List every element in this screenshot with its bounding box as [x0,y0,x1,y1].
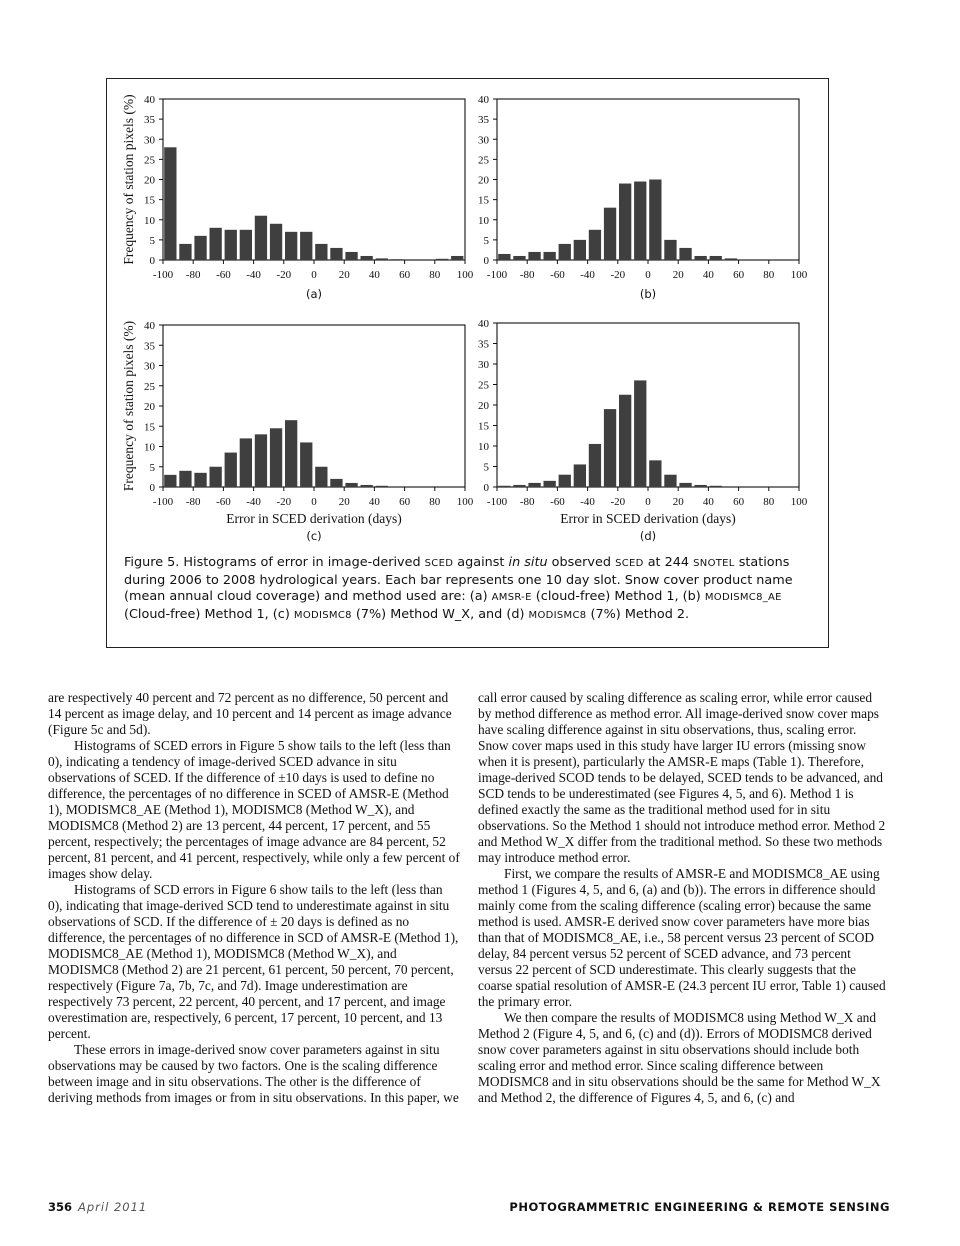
y-tick-label: 20 [478,174,489,187]
y-tick-label: 0 [149,255,155,267]
y-tick-label: 15 [478,420,489,433]
panel-label-a: (a) [305,287,323,301]
caption-text-1: Figure 5. Histograms of error in image-derived [124,555,425,570]
y-tick-label: 5 [149,234,155,247]
histogram-bar [664,475,676,487]
histogram-bar [513,485,525,487]
y-tick-label: 40 [144,320,155,332]
y-tick-label: 5 [149,461,155,474]
x-tick-label: -40 [246,496,261,508]
x-tick-label: 80 [429,496,441,508]
histogram-bar [544,481,556,487]
y-tick-label: 20 [144,401,155,413]
histogram-bar [634,380,646,487]
y-tick-label: 25 [478,379,489,392]
y-tick-label: 40 [478,94,489,106]
y-tick-label: 0 [149,482,155,494]
histogram-bar [649,460,661,487]
x-tick-label: 20 [338,496,350,508]
x-tick-label: 20 [672,269,684,281]
caption-snotel: SNOTEL [693,558,735,569]
histogram-bar [345,252,357,260]
histogram-bar [300,442,312,487]
x-tick-label: -80 [519,269,535,281]
figure-caption [124,555,804,624]
paragraph: are respectively 40 percent and 72 percent as no difference, 50 percent and 14 percent as image delay, and 10 percent and 14 percent as image advance (Figure 5c and 5d). [48,690,452,737]
y-tick-label: 20 [144,174,155,187]
x-tick-label: 80 [763,496,775,508]
y-tick-label: 10 [478,441,489,453]
y-tick-label: 40 [144,94,155,106]
histogram-bar [528,252,540,260]
histogram-bar [679,483,691,487]
y-tick-label: 15 [478,194,489,207]
caption-modismc8-a: MODISMC8 [293,609,352,621]
histogram-bar [574,240,586,260]
x-tick-label: -100 [152,496,174,508]
histogram-bar [194,236,206,260]
histogram-bar [604,409,616,487]
caption-sced-2: SCED [615,558,644,569]
histogram-bar [361,256,373,260]
x-tick-label: -80 [185,496,201,508]
histogram-bar [619,184,631,260]
x-tick-label: 0 [311,496,317,508]
body-column-right [478,690,888,1106]
x-tick-label: -100 [152,269,174,281]
x-tick-label: -20 [276,496,292,508]
histogram-bar [179,244,191,260]
issue-date: April 2011 [78,1200,148,1214]
caption-in-situ: in situ [508,555,548,570]
x-tick-label: -20 [610,496,626,508]
histogram-bar [391,259,403,260]
caption-sced-1: SCED [424,558,454,569]
histogram-bar [544,252,556,260]
histogram-bar [498,254,510,260]
plot-frame-d [497,323,799,487]
histogram-bar [225,453,237,487]
histogram-bar [285,420,297,487]
histogram-bar [240,438,252,487]
x-tick-label: 100 [456,269,474,281]
histogram-bar [210,228,222,260]
y-tick-label: 0 [483,255,489,267]
y-axis-label: Frequency of station pixels (%) [121,320,136,492]
histogram-bar [559,244,571,260]
x-tick-label: 80 [429,269,441,281]
y-tick-label: 35 [144,114,155,127]
x-tick-label: 40 [368,269,380,281]
x-tick-label: -80 [185,269,201,281]
plot-frame-b [497,99,799,260]
histogram-bar [300,232,312,260]
panel-label-d: (d) [639,529,657,543]
histogram-bar [285,232,297,260]
x-tick-label: 0 [311,269,317,281]
histogram-bar [270,428,282,487]
histogram-bar [361,485,373,487]
histogram-bar [376,486,388,487]
x-tick-label: 20 [672,496,684,508]
paragraph: Histograms of SCED errors in Figure 5 show tails to the left (less than 0), indicating a tendency of image-derived SCED advance in situ observations of SCED. If the difference of ±10 days is used to define no difference, the percentages of no difference in SCED of AMSR-E (Method 1), MODISMC8_AE (Method 1), MODISMC8 (Method W_X), and MODISMC8 (Method 2) are 13 percent, 44 percent, 17 percent, and 55 percent, respectively; the percentages of image advance are 84 percent, 52 percent, 81 percent, and 41 percent, respectively, while only a few percent of images show delay. [48,738,460,881]
x-tick-label: -20 [276,269,292,281]
x-tick-label: -40 [246,269,261,281]
x-tick-label: -60 [216,496,231,508]
histogram-bar [255,216,267,260]
y-tick-label: 15 [144,421,155,434]
histogram-bar [194,473,206,487]
y-tick-label: 25 [144,380,155,393]
y-tick-label: 10 [144,441,155,454]
y-tick-label: 30 [144,134,155,147]
body-column-left [48,690,460,1106]
x-tick-label: 60 [733,269,745,281]
y-tick-label: 20 [478,400,489,412]
y-tick-label: 35 [478,338,489,351]
x-tick-label: 60 [399,269,411,281]
caption-text-8: (7%) Method W_X, and (d) [351,606,529,622]
x-tick-label: 0 [645,269,651,281]
y-tick-label: 35 [478,114,489,127]
histogram-bar [225,230,237,260]
histogram-bar [240,230,252,260]
y-tick-label: 25 [478,154,489,167]
histogram-bar [451,256,463,260]
x-tick-label: 0 [645,496,651,508]
histogram-bar [589,230,601,260]
caption-amsre: AMSR-E [491,592,532,604]
y-tick-label: 10 [478,214,489,227]
x-axis-label: Error in SCED derivation (days) [226,511,402,526]
y-tick-label: 25 [144,154,155,167]
y-axis-label: Frequency of station pixels (%) [121,94,136,265]
histogram-bar [604,208,616,260]
caption-modismc8-ae: MODISMC8_AE [704,592,782,604]
y-tick-label: 40 [478,318,489,330]
histogram-bar [330,479,342,487]
plot-frame-c [163,325,465,487]
y-tick-label: 10 [144,214,155,227]
x-tick-label: 100 [790,496,808,508]
x-tick-label: -20 [610,269,626,281]
page-number: 356 [48,1200,73,1214]
caption-text-6: (cloud-free) Method 1, (b) [531,589,705,605]
histogram-bar [498,486,510,487]
paragraph: These errors in image-derived snow cover parameters against in situ observations may be caused by two factors. One is the scaling difference between image and in situ observations. The other is the difference of deriving methods from images or from in situ observations. In this paper, we [48,1042,459,1105]
histogram-bar [710,486,722,487]
histogram-bar [649,180,661,261]
x-tick-label: -60 [216,269,231,281]
x-tick-label: 100 [456,496,474,508]
x-tick-label: 40 [702,496,714,508]
y-tick-label: 5 [483,461,489,474]
histogram-bar [619,395,631,487]
histogram-bar [164,147,176,260]
caption-text-2: against [453,555,509,570]
histogram-bar [559,475,571,487]
caption-text-4: at 244 [643,555,694,570]
y-tick-label: 30 [478,134,489,147]
histogram-bar [436,259,448,260]
x-tick-label: 40 [368,496,380,508]
panel-label-c: (c) [306,529,322,543]
y-tick-label: 30 [478,359,489,371]
y-tick-label: 5 [483,234,489,247]
paragraph: Histograms of SCD errors in Figure 6 show tails to the left (less than 0), indicating that image-derived SCD tend to underestimate against in situ observations of SCD. If the difference of ± 20 days is defined as no difference, the percentages of no difference in SCD of AMSR-E (Method 1), MODISMC8_AE (Method 1), MODISMC8 (Method W_X), and MODISMC8 (Method 2) are 21 percent, 61 percent, 50 percent, 70 percent, respectively (Figure 7a, 7b, 7c, and 7d). Image underestimation are respectively 73 percent, 22 percent, 40 percent, and 17 percent, and image overestimation are, respectively, 6 percent, 17 percent, 10 percent, and 13 percent. [48,882,459,1041]
x-tick-label: 100 [790,269,808,281]
histogram-bar [664,240,676,260]
x-axis-label: Error in SCED derivation (days) [560,511,736,526]
x-tick-label: -100 [486,269,508,281]
caption-text-7: (Cloud-free) Method 1, (c) [124,606,294,622]
histogram-bar [315,467,327,487]
x-tick-label: 20 [338,269,350,281]
histogram-bar [376,258,388,260]
histogram-bar [513,256,525,260]
figure-5-histograms [0,0,960,560]
x-tick-label: -100 [486,496,508,508]
caption-text-3: observed [547,555,616,570]
histogram-bar [270,224,282,260]
histogram-bar [255,434,267,487]
histogram-bar [695,485,707,487]
histogram-bar [589,444,601,487]
x-tick-label: 60 [399,496,411,508]
y-tick-label: 0 [483,482,489,494]
histogram-bar [710,256,722,260]
caption-text-9: (7%) Method 2. [586,606,690,622]
y-tick-label: 15 [144,194,155,207]
y-tick-label: 35 [144,340,155,353]
histogram-bar [345,483,357,487]
x-tick-label: 80 [763,269,775,281]
histogram-bar [330,248,342,260]
histogram-bar [695,256,707,260]
paragraph: We then compare the results of MODISMC8 using Method W_X and Method 2 (Figure 4, 5, and 6, (c) and (d)). Errors of MODISMC8 derived snow cover parameters against in situ observations should include both scaling error and method error. Since scaling difference between MODISMC8 and in situ observations should be the same for Method W_X and Method 2, the difference of Figures 4, 5, and 6, (c) and [478,1010,881,1105]
histogram-bar [634,182,646,260]
panel-label-b: (b) [639,287,657,301]
histogram-bar [210,467,222,487]
x-tick-label: -40 [580,496,595,508]
x-tick-label: -40 [580,269,595,281]
caption-text-5: stations during 2006 to 2008 hydrological years. Each bar represents one 10 day slot. Snow cover product name (mean annual cloud coverage) and method used are: (a) [124,555,793,605]
journal-name: PHOTOGRAMMETRIC ENGINEERING & REMOTE SENSING [509,1200,890,1214]
x-tick-label: -80 [519,496,535,508]
caption-modismc8-b: MODISMC8 [528,609,587,621]
histogram-bar [528,483,540,487]
x-tick-label: -60 [550,496,565,508]
page-footer [48,1200,890,1220]
histogram-bar [164,475,176,487]
histogram-bar [315,244,327,260]
histogram-bar [179,471,191,487]
x-tick-label: 60 [733,496,745,508]
paragraph: call error caused by scaling difference as scaling error, while error caused by method difference as method error. All image-derived snow cover maps have scaling difference against in situ observations, thus, scaling error. Snow cover maps used in this study have larger IU errors (missing snow when it is present), particularly the AMSR-E maps (Table 1). Therefore, image-derived SCOD tends to be delayed, SCED tends to be advanced, and SCD tends to be underestimated (see Figures 4, 5, and 6). Method 1 is defined exactly the same as the traditional method used for in situ observations. So the Method 1 should not introduce method error. Method 2 and Method W_X differ from the traditional method. So these two methods may introduce method error. [478,690,886,865]
y-tick-label: 30 [144,360,155,373]
plot-frame-a [163,99,465,260]
x-tick-label: -60 [550,269,565,281]
x-tick-label: 40 [702,269,714,281]
paragraph: First, we compare the results of AMSR-E and MODISMC8_AE using method 1 (Figures 4, 5, and 6, (a) and (b)). The errors in difference should mainly come from the scaling difference (scaling error) because the same method is used. AMSR-E derived snow cover parameters have more bias than that of MODISMC8_AE, i.e., 58 percent versus 23 percent of SCOD delay, 84 percent versus 52 percent of SCED advance, and 73 percent versus 22 percent of SCD underestimate. This clearly suggests that the coarse spatial resolution of AMSR-E (24.3 percent IU error, Table 1) caused the primary error. [478,866,886,1009]
histogram-bar [679,248,691,260]
histogram-bar [574,464,586,487]
histogram-bar [725,258,737,260]
